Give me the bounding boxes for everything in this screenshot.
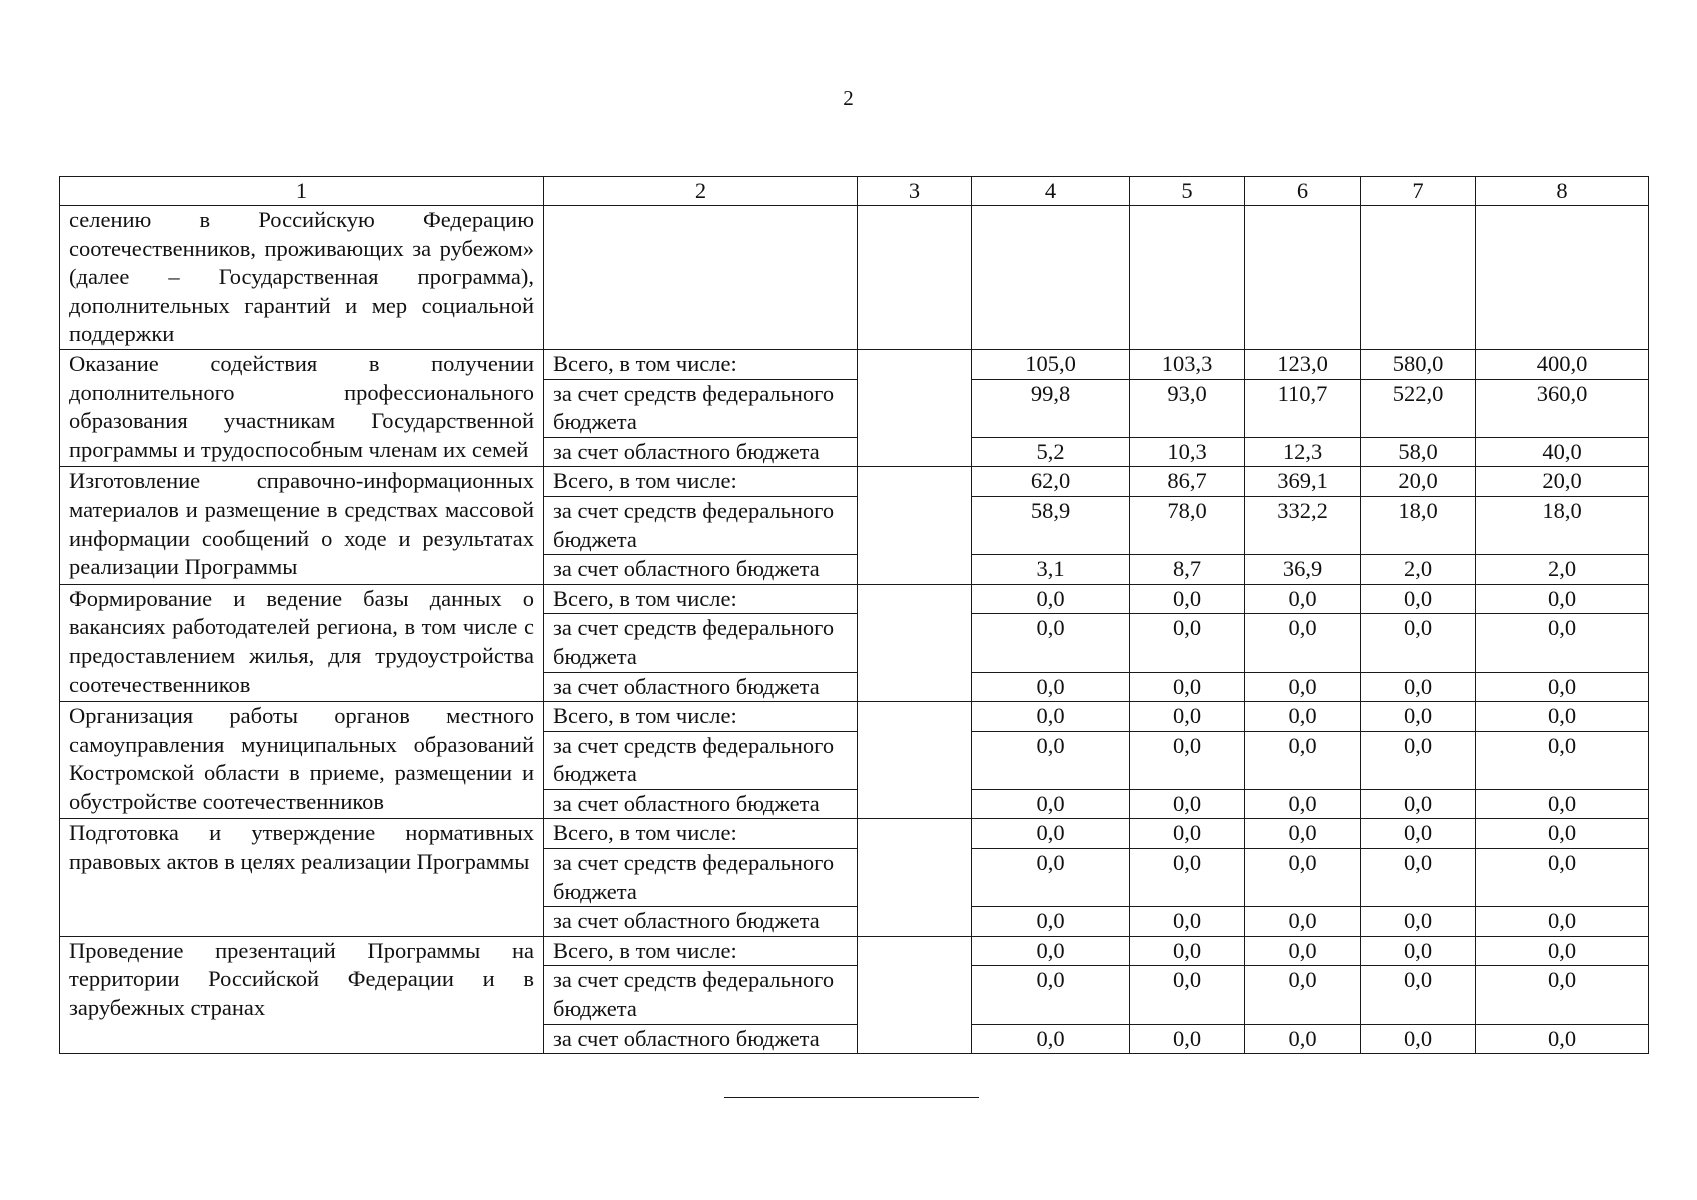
value-cell: 58,0 xyxy=(1361,437,1476,467)
funding-source-label: Всего, в том числе: xyxy=(544,467,858,497)
value-cell: 0,0 xyxy=(1130,936,1245,966)
value-cell: 0,0 xyxy=(1476,849,1649,907)
value-cell: 0,0 xyxy=(1476,936,1649,966)
value-cell: 0,0 xyxy=(1361,936,1476,966)
value-cell: 0,0 xyxy=(1130,907,1245,937)
activity-name: Проведение презентаций Программы на территории Российской Федерации и в зарубежных странах xyxy=(60,936,544,1053)
value-cell: 40,0 xyxy=(1476,437,1649,467)
budget-table xyxy=(59,176,1649,1054)
value-cell: 0,0 xyxy=(1130,731,1245,789)
funding-source-label: Всего, в том числе: xyxy=(544,584,858,614)
column-3-cell xyxy=(858,819,972,936)
activity-continuation-text: селению в Российскую Федерацию соотечественников, проживающих за рубежом» (далее – Государственная программа), дополнительных гарантий и мер социальной поддержки xyxy=(60,206,544,350)
funding-source-label: за счет средств федерального бюджета xyxy=(544,614,858,672)
value-cell: 0,0 xyxy=(972,614,1130,672)
empty-cell xyxy=(1476,206,1649,350)
value-cell: 62,0 xyxy=(972,467,1130,497)
total-row xyxy=(60,819,1649,849)
column-number-cell: 7 xyxy=(1361,177,1476,206)
value-cell: 0,0 xyxy=(972,731,1130,789)
funding-source-label: Всего, в том числе: xyxy=(544,819,858,849)
value-cell: 86,7 xyxy=(1130,467,1245,497)
value-cell: 0,0 xyxy=(1245,1024,1361,1054)
value-cell: 0,0 xyxy=(1361,584,1476,614)
value-cell: 0,0 xyxy=(1245,702,1361,732)
activity-name: Изготовление справочно-информационных материалов и размещение в средствах массовой информации сообщений о ходе и результатах реализации Программы xyxy=(60,467,544,584)
value-cell: 0,0 xyxy=(1476,702,1649,732)
value-cell: 0,0 xyxy=(1130,702,1245,732)
value-cell: 0,0 xyxy=(1476,584,1649,614)
page-number: 2 xyxy=(843,86,854,110)
value-cell: 0,0 xyxy=(972,907,1130,937)
value-cell: 18,0 xyxy=(1361,496,1476,554)
value-cell: 332,2 xyxy=(1245,496,1361,554)
value-cell: 110,7 xyxy=(1245,379,1361,437)
value-cell: 0,0 xyxy=(972,966,1130,1024)
value-cell: 93,0 xyxy=(1130,379,1245,437)
value-cell: 58,9 xyxy=(972,496,1130,554)
value-cell: 0,0 xyxy=(1245,819,1361,849)
total-row xyxy=(60,936,1649,966)
funding-source-label: за счет средств федерального бюджета xyxy=(544,849,858,907)
value-cell: 369,1 xyxy=(1245,467,1361,497)
total-row xyxy=(60,702,1649,732)
value-cell: 18,0 xyxy=(1476,496,1649,554)
value-cell: 0,0 xyxy=(972,936,1130,966)
total-row xyxy=(60,467,1649,497)
value-cell: 0,0 xyxy=(972,819,1130,849)
column-number-cell: 3 xyxy=(858,177,972,206)
value-cell: 105,0 xyxy=(972,349,1130,379)
value-cell: 0,0 xyxy=(1361,966,1476,1024)
funding-source-label: за счет областного бюджета xyxy=(544,437,858,467)
value-cell: 0,0 xyxy=(1476,819,1649,849)
value-cell: 580,0 xyxy=(1361,349,1476,379)
value-cell: 78,0 xyxy=(1130,496,1245,554)
column-number-cell: 1 xyxy=(60,177,544,206)
column-number-cell: 2 xyxy=(544,177,858,206)
funding-source-label: за счет средств федерального бюджета xyxy=(544,731,858,789)
funding-source-label: за счет областного бюджета xyxy=(544,555,858,585)
column-number-cell: 8 xyxy=(1476,177,1649,206)
column-3-cell xyxy=(858,936,972,1053)
value-cell: 123,0 xyxy=(1245,349,1361,379)
value-cell: 0,0 xyxy=(1130,614,1245,672)
value-cell: 20,0 xyxy=(1361,467,1476,497)
value-cell: 0,0 xyxy=(1130,789,1245,819)
value-cell: 0,0 xyxy=(1476,1024,1649,1054)
value-cell: 10,3 xyxy=(1130,437,1245,467)
value-cell: 0,0 xyxy=(1245,731,1361,789)
empty-cell xyxy=(1361,206,1476,350)
value-cell: 0,0 xyxy=(1361,819,1476,849)
funding-source-label: за счет средств федерального бюджета xyxy=(544,496,858,554)
column-number-cell: 5 xyxy=(1130,177,1245,206)
activity-name: Оказание содействия в получении дополнительного профессионального образования участникам Государственной программы и трудоспособным членам их семей xyxy=(60,349,544,466)
value-cell: 0,0 xyxy=(972,1024,1130,1054)
column-3-cell xyxy=(858,584,972,701)
value-cell: 0,0 xyxy=(1361,672,1476,702)
value-cell: 0,0 xyxy=(1361,1024,1476,1054)
value-cell: 0,0 xyxy=(1245,789,1361,819)
value-cell: 12,3 xyxy=(1245,437,1361,467)
value-cell: 0,0 xyxy=(1476,672,1649,702)
value-cell: 0,0 xyxy=(1361,702,1476,732)
value-cell: 0,0 xyxy=(1130,672,1245,702)
activity-name: Подготовка и утверждение нормативных правовых актов в целях реализации Программы xyxy=(60,819,544,936)
value-cell: 360,0 xyxy=(1476,379,1649,437)
value-cell: 103,3 xyxy=(1130,349,1245,379)
empty-cell xyxy=(972,206,1130,350)
value-cell: 0,0 xyxy=(1130,584,1245,614)
value-cell: 0,0 xyxy=(1361,614,1476,672)
value-cell: 0,0 xyxy=(1476,966,1649,1024)
value-cell: 400,0 xyxy=(1476,349,1649,379)
value-cell: 0,0 xyxy=(1361,731,1476,789)
funding-source-label: за счет средств федерального бюджета xyxy=(544,966,858,1024)
funding-source-label: за счет областного бюджета xyxy=(544,907,858,937)
value-cell: 99,8 xyxy=(972,379,1130,437)
value-cell: 0,0 xyxy=(1130,966,1245,1024)
column-number-cell: 6 xyxy=(1245,177,1361,206)
value-cell: 20,0 xyxy=(1476,467,1649,497)
value-cell: 3,1 xyxy=(972,555,1130,585)
funding-source-label: Всего, в том числе: xyxy=(544,349,858,379)
value-cell: 2,0 xyxy=(1476,555,1649,585)
value-cell: 36,9 xyxy=(1245,555,1361,585)
continuation-row xyxy=(60,206,1649,350)
value-cell: 0,0 xyxy=(1245,614,1361,672)
activity-name: Организация работы органов местного самоуправления муниципальных образований Костромской области в приеме, размещении и обустройстве соотечественников xyxy=(60,702,544,819)
total-row xyxy=(60,349,1649,379)
value-cell: 0,0 xyxy=(972,849,1130,907)
value-cell: 8,7 xyxy=(1130,555,1245,585)
value-cell: 0,0 xyxy=(1245,849,1361,907)
funding-source-label: за счет областного бюджета xyxy=(544,789,858,819)
value-cell: 0,0 xyxy=(972,789,1130,819)
value-cell: 0,0 xyxy=(1245,584,1361,614)
value-cell: 0,0 xyxy=(1476,731,1649,789)
value-cell: 0,0 xyxy=(972,584,1130,614)
column-number-row xyxy=(60,177,1649,206)
empty-cell xyxy=(544,206,858,350)
funding-source-label: Всего, в том числе: xyxy=(544,936,858,966)
value-cell: 0,0 xyxy=(1245,936,1361,966)
column-3-cell xyxy=(858,467,972,584)
value-cell: 0,0 xyxy=(972,702,1130,732)
funding-source-label: за счет средств федерального бюджета xyxy=(544,379,858,437)
table-body xyxy=(60,177,1649,1054)
value-cell: 0,0 xyxy=(1361,849,1476,907)
value-cell: 522,0 xyxy=(1361,379,1476,437)
value-cell: 0,0 xyxy=(1476,614,1649,672)
value-cell: 0,0 xyxy=(1361,907,1476,937)
value-cell: 0,0 xyxy=(972,672,1130,702)
column-3-cell xyxy=(858,702,972,819)
empty-cell xyxy=(1245,206,1361,350)
closing-rule xyxy=(724,1097,979,1098)
value-cell: 0,0 xyxy=(1130,849,1245,907)
empty-cell xyxy=(858,206,972,350)
value-cell: 0,0 xyxy=(1130,1024,1245,1054)
value-cell: 0,0 xyxy=(1361,789,1476,819)
value-cell: 0,0 xyxy=(1245,672,1361,702)
funding-source-label: за счет областного бюджета xyxy=(544,1024,858,1054)
funding-source-label: Всего, в том числе: xyxy=(544,702,858,732)
column-3-cell xyxy=(858,349,972,466)
value-cell: 0,0 xyxy=(1130,819,1245,849)
value-cell: 0,0 xyxy=(1476,789,1649,819)
value-cell: 0,0 xyxy=(1245,907,1361,937)
funding-source-label: за счет областного бюджета xyxy=(544,672,858,702)
value-cell: 0,0 xyxy=(1476,907,1649,937)
value-cell: 0,0 xyxy=(1245,966,1361,1024)
total-row xyxy=(60,584,1649,614)
column-number-cell: 4 xyxy=(972,177,1130,206)
activity-name: Формирование и ведение базы данных о вакансиях работодателей региона, в том числе с предоставлением жилья, для трудоустройства соотечественников xyxy=(60,584,544,701)
empty-cell xyxy=(1130,206,1245,350)
value-cell: 5,2 xyxy=(972,437,1130,467)
value-cell: 2,0 xyxy=(1361,555,1476,585)
